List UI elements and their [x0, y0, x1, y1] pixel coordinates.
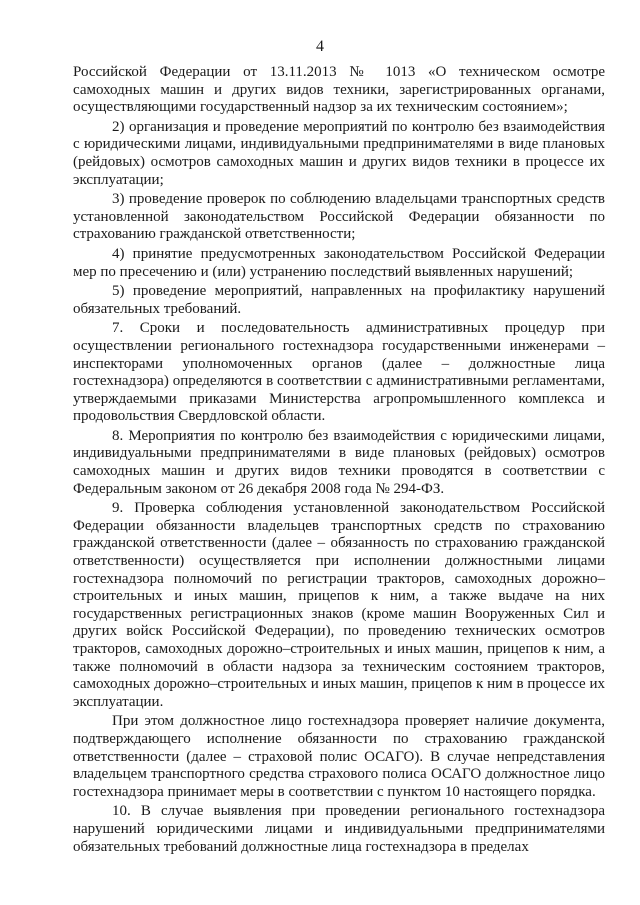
paragraph-continuation: Российской Федерации от 13.11.2013 № 1013 «О техническом осмотре самоходных машин и других видов техники, зарегистрированных органами, осуществляющими государственный надзор за их техническим состоянием»;	[73, 64, 605, 116]
paragraph-clause-9: 9. Проверка соблюдения установленной законодательством Российской Федерации обязанности владельцев транспортных средств по страхованию гражданской ответственности (далее – обязанность по страхованию гражданской ответственности) осуществляется при исполнении должностными лицами гостехнадзора полномочий по регистрации тракторов, самоходных дорожно–строительных и иных машин, прицепов к ним, а также выдаче на них государственных регистрационных знаков (кроме машин Вооруженных Сил и других войск Российской Федерации), по проведению технических осмотров тракторов, самоходных дорожно–строительных и иных машин, прицепов к ним, а также полномочий в области надзора за техническим состоянием тракторов, самоходных дорожно–строительных и иных машин, прицепов к ним в процессе их эксплуатации.	[73, 500, 605, 710]
document-body	[73, 64, 605, 858]
paragraph-item-2: 2) организация и проведение мероприятий по контролю без взаимодействия с юридическими лицами, индивидуальными предпринимателями в виде плановых (рейдовых) осмотров самоходных машин и других видов техники в процессе их эксплуатации;	[73, 118, 605, 188]
paragraph-clause-8: 8. Мероприятия по контролю без взаимодействия с юридическими лицами, индивидуальными предпринимателями в виде плановых (рейдовых) осмотров самоходных машин и других видов техники проводятся в соответствии с Федеральным законом от 26 декабря 2008 года № 294-ФЗ.	[73, 427, 605, 497]
paragraph-clause-9-note: При этом должностное лицо гостехнадзора проверяет наличие документа, подтверждающего исполнение обязанности по страхованию гражданской ответственности (далее – страховой полис ОСАГО). В случае непредставления владельцем транспортного средства страхового полиса ОСАГО должностное лицо гостехнадзора принимает меры в соответствии с пунктом 10 настоящего порядка.	[73, 713, 605, 800]
paragraph-item-5: 5) проведение мероприятий, направленных на профилактику нарушений обязательных требований.	[73, 283, 605, 317]
paragraph-clause-10: 10. В случае выявления при проведении регионального гостехнадзора нарушений юридическими лицами и индивидуальными предпринимателями обязательных требований должностные лица гостехнадзора в пределах	[73, 803, 605, 855]
paragraph-item-3: 3) проведение проверок по соблюдению владельцами транспортных средств установленной законодательством Российской Федерации обязанности по страхованию гражданской ответственности;	[73, 191, 605, 243]
paragraph-clause-7: 7. Сроки и последовательность административных процедур при осуществлении регионального гостехнадзора государственными инженерами – инспекторами уполномоченных органов (далее – должностные лица гостехнадзора) определяются в соответствии с административными регламентами, утверждаемыми приказами Министерства агропромышленного комплекса и продовольствия Свердловской области.	[73, 320, 605, 425]
page-number: 4	[316, 38, 324, 55]
paragraph-item-4: 4) принятие предусмотренных законодательством Российской Федерации мер по пресечению и (или) устранению последствий выявленных нарушений;	[73, 245, 605, 280]
